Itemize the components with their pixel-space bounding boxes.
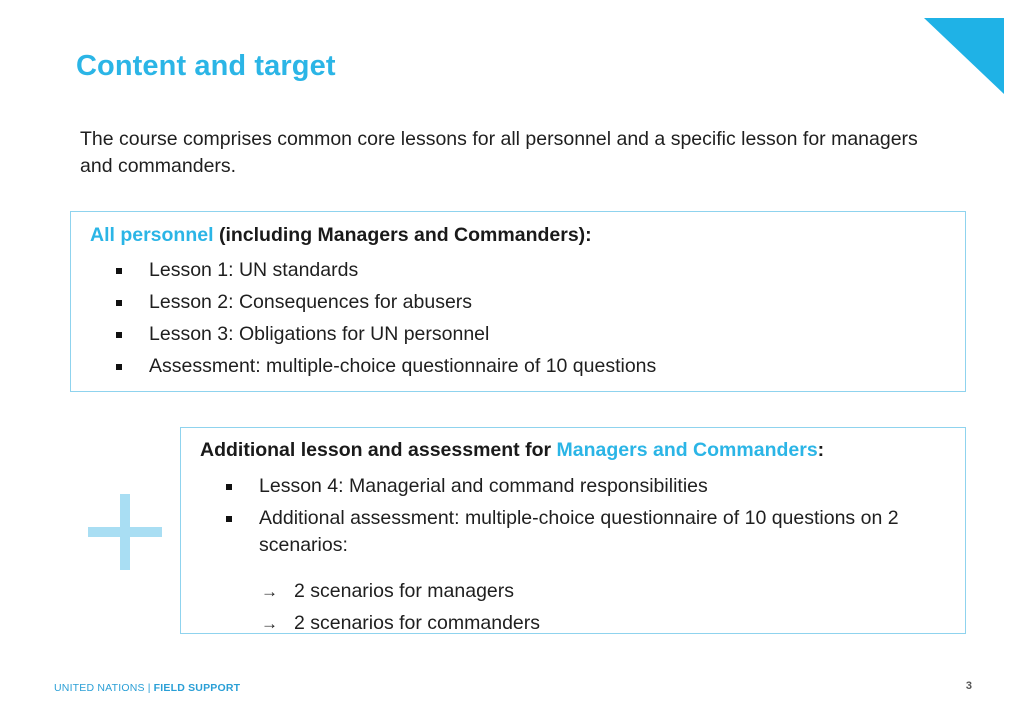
sub-list-item: → 2 scenarios for managers — [221, 578, 921, 605]
square-bullet-icon — [116, 332, 122, 338]
list-item: Lesson 3: Obligations for UN personnel — [111, 321, 656, 348]
footer-separator: | — [147, 682, 151, 694]
list-item: Additional assessment: multiple-choice questionnaire of 10 questions on 2 scenarios: — [221, 505, 921, 559]
heading-rest: (including Managers and Commanders): — [218, 224, 592, 246]
all-personnel-heading — [90, 224, 592, 247]
square-bullet-icon — [226, 516, 232, 522]
slide-title: Content and target — [76, 50, 336, 82]
list-item: Lesson 2: Consequences for abusers — [111, 289, 656, 316]
square-bullet-icon — [226, 484, 232, 490]
all-personnel-list — [111, 257, 656, 385]
corner-triangle-decoration — [924, 18, 1004, 94]
arrow-right-icon: → — [261, 614, 278, 633]
plus-icon — [88, 494, 162, 570]
square-bullet-icon — [116, 268, 122, 274]
managers-heading — [200, 439, 824, 462]
footer-dept: FIELD SUPPORT — [153, 682, 241, 694]
all-personnel-box — [70, 211, 966, 392]
square-bullet-icon — [116, 364, 122, 370]
managers-list — [221, 473, 921, 564]
heading-accent: All personnel — [90, 224, 214, 246]
heading-suffix: : — [817, 439, 825, 461]
footer — [54, 682, 240, 694]
footer-org: UNITED NATIONS — [54, 682, 145, 694]
intro-text: The course comprises common core lessons for all personnel and a specific lesson for managers and commanders. — [80, 128, 918, 177]
heading-accent: Managers and Commanders — [556, 439, 818, 461]
sub-list-item: → 2 scenarios for commanders — [221, 610, 921, 637]
square-bullet-icon — [116, 300, 122, 306]
list-item: Lesson 4: Managerial and command responsibilities — [221, 473, 921, 500]
arrow-right-icon: → — [261, 582, 278, 601]
page-number: 3 — [965, 680, 972, 692]
managers-sub-list — [221, 573, 921, 637]
heading-prefix: Additional lesson and assessment for — [200, 439, 552, 461]
list-item: Assessment: multiple-choice questionnaire of 10 questions — [111, 353, 656, 380]
managers-box — [180, 427, 966, 634]
list-item: Lesson 1: UN standards — [111, 257, 656, 284]
